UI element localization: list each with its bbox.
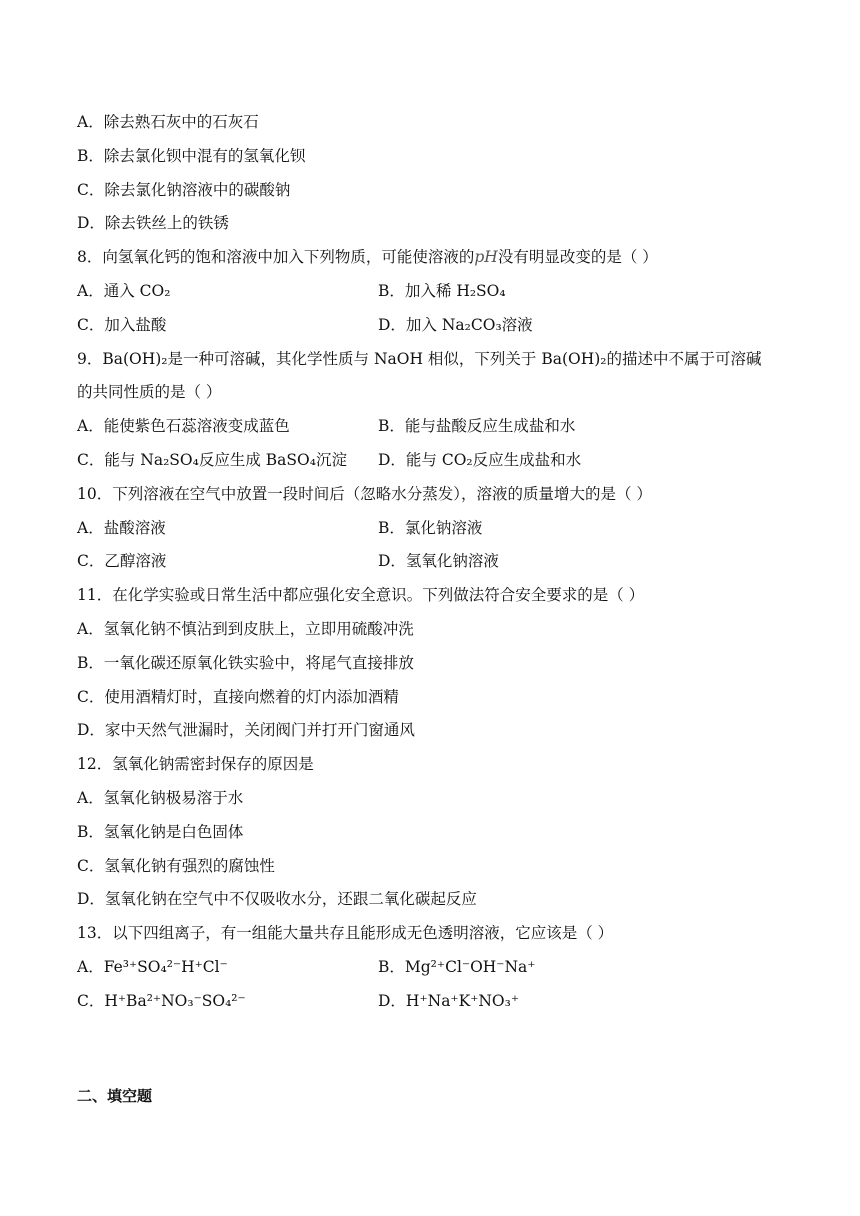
q11-option-c: C．使用酒精灯时，直接向燃着的灯内添加酒精 [77,688,399,706]
q12-option-a: A．氢氧化钠极易溶于水 [77,789,244,807]
q9-stem-line2: 的共同性质的是（ ） [77,383,222,401]
q10-option-d: D．氢氧化钠溶液 [378,552,499,570]
q10-option-c: C．乙醇溶液 [77,552,167,570]
q8-option-a: A．通入 CO₂ [77,282,171,300]
q7-option-d: D．除去铁丝上的铁锈 [77,214,229,232]
q10-stem: 10．下列溶液在空气中放置一段时间后（忽略水分蒸发），溶液的质量增大的是（ ） [77,485,652,503]
q7-option-a: A．除去熟石灰中的石灰石 [77,113,259,131]
q8-stem-pre: 8．向氢氧化钙的饱和溶液中加入下列物质，可能使溶液的 [77,248,475,266]
q8-option-b: B．加入稀 H₂SO₄ [378,282,506,300]
q9-stem-line1: 9．Ba(OH)₂是一种可溶碱，其化学性质与 NaOH 相似，下列关于 Ba(OH)₂的描述中不属于可溶碱 [77,350,762,368]
q12-option-b: B．氢氧化钠是白色固体 [77,823,244,841]
q12-option-c: C．氢氧化钠有强烈的腐蚀性 [77,857,275,875]
q11-option-b: B．一氧化碳还原氧化铁实验中，将尾气直接排放 [77,654,414,672]
q9-option-d: D．能与 CO₂反应生成盐和水 [378,451,582,469]
q13-stem: 13．以下四组离子，有一组能大量共存且能形成无色透明溶液，它应该是（ ） [77,924,614,942]
q8-stem-post: 没有明显改变的是（ ） [497,248,658,266]
q11-option-d: D．家中天然气泄漏时，关闭阀门并打开门窗通风 [77,721,415,739]
q13-option-d: D．H⁺Na⁺K⁺NO₃⁺ [378,992,520,1010]
q8-option-d: D．加入 Na₂CO₃溶液 [378,316,533,334]
q8-option-c: C．加入盐酸 [77,316,167,334]
ph-symbol: pH [474,248,498,266]
q10-option-a: A．盐酸溶液 [77,519,166,537]
q9-option-c: C．能与 Na₂SO₄反应生成 BaSO₄沉淀 [77,451,347,469]
q12-stem: 12．氢氧化钠需密封保存的原因是 [77,755,314,773]
q8-stem [77,246,658,268]
q11-stem: 11．在化学实验或日常生活中都应强化安全意识。下列做法符合安全要求的是（ ） [77,586,645,604]
section-heading: 二、填空题 [77,1087,153,1105]
q10-option-b: B．氯化钠溶液 [378,519,483,537]
q11-option-a: A．氢氧化钠不慎沾到到皮肤上，立即用硫酸冲洗 [77,620,414,638]
q7-option-c: C．除去氯化钠溶液中的碳酸钠 [77,181,291,199]
q13-option-a: A．Fe³⁺SO₄²⁻H⁺Cl⁻ [77,958,228,976]
q13-option-b: B．Mg²⁺Cl⁻OH⁻Na⁺ [378,958,536,976]
q13-option-c: C．H⁺Ba²⁺NO₃⁻SO₄²⁻ [77,992,246,1010]
q7-option-b: B．除去氯化钡中混有的氢氧化钡 [77,147,306,165]
q12-option-d: D．氢氧化钠在空气中不仅吸收水分，还跟二氧化碳起反应 [77,890,477,908]
q9-option-a: A．能使紫色石蕊溶液变成蓝色 [77,417,290,435]
q9-option-b: B．能与盐酸反应生成盐和水 [378,417,576,435]
